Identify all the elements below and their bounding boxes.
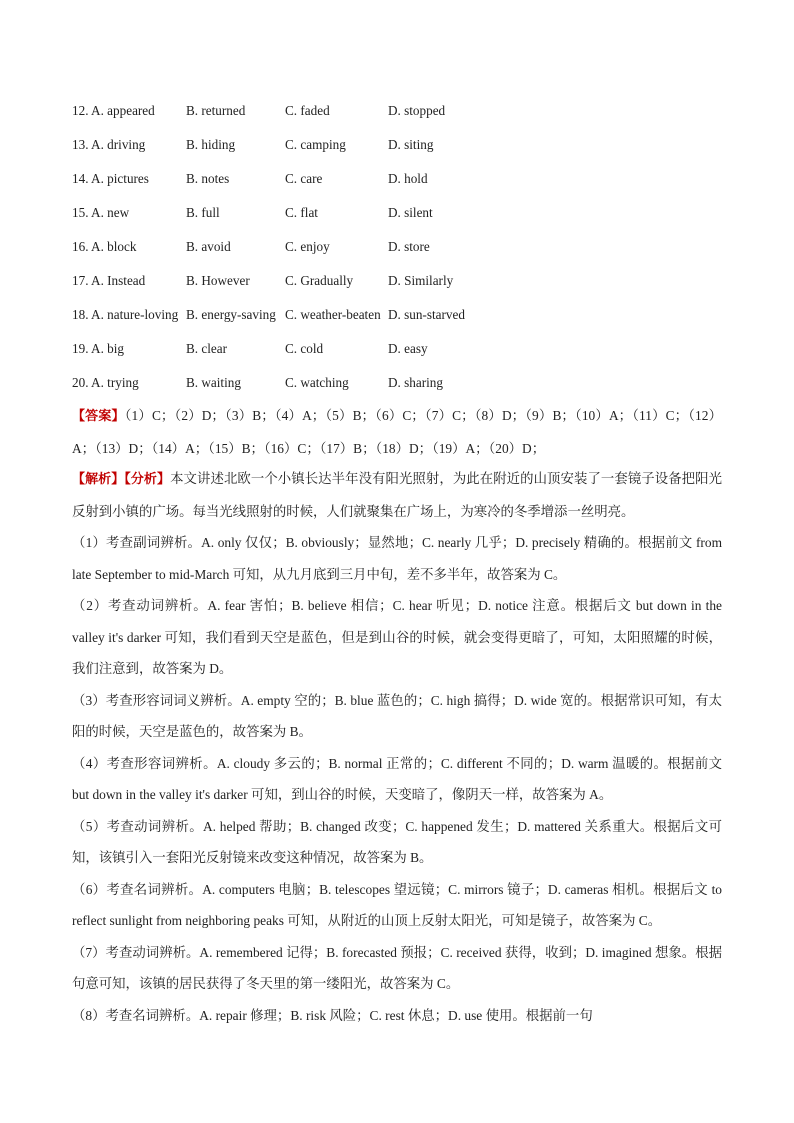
- analysis-item: （7）考查动词辨析。A. remembered 记得；B. forecasted 预报；C. received 获得，收到；D. imagined 想象。根据句意可知，该镇的居民获得了冬天里的第一缕阳光，故答案为 C。: [72, 944, 722, 991]
- option-row: [72, 203, 732, 237]
- option-row: [72, 169, 732, 203]
- analysis-item: （4）考查形容词辨析。A. cloudy 多云的；B. normal 正常的；C. different 不同的；D. warm 温暖的。根据前文 but down in the valley it's darker 可知，到山谷的时候，天变暗了，像阴天一样，故答案为 A。: [72, 755, 722, 802]
- option-d: D. silent: [388, 205, 433, 220]
- option-c: C. Gradually: [285, 273, 354, 288]
- option-list: [72, 101, 732, 407]
- option-c: C. weather-beaten: [285, 307, 381, 322]
- option-b: B. clear: [186, 341, 228, 356]
- option-a: 20. A. trying: [72, 375, 139, 390]
- analysis-item: （8）考查名词辨析。A. repair 修理；B. risk 风险；C. rest 休息；D. use 使用。根据前一句: [72, 1007, 593, 1023]
- option-c: C. cold: [285, 341, 324, 356]
- option-c: C. camping: [285, 137, 346, 152]
- analysis-item: （3）考查形容词词义辨析。A. empty 空的；B. blue 蓝色的；C. high 搞得；D. wide 宽的。根据常识可知，有太阳的时候，天空是蓝色的，故答案为 B。: [72, 692, 722, 739]
- option-d: D. sun-starved: [388, 307, 465, 322]
- option-a: 18. A. nature-loving: [72, 307, 179, 322]
- option-b: B. returned: [186, 103, 246, 118]
- option-a: 16. A. block: [72, 239, 137, 254]
- option-d: D. siting: [388, 137, 434, 152]
- option-row: [72, 271, 732, 305]
- option-row: [72, 101, 732, 135]
- option-a: 14. A. pictures: [72, 171, 149, 186]
- analysis-label: 【解析】【分析】: [72, 472, 171, 487]
- option-c: C. care: [285, 171, 323, 186]
- analysis-item: （2）考查动词辨析。A. fear 害怕；B. believe 相信；C. hear 听见；D. notice 注意。根据后文 but down in the valley it's darker 可知，我们看到天空是蓝色，但是到山谷的时候，就会变得更暗了，可知，太阳照耀的时候，我们注意到，故答案为 D。: [72, 598, 722, 676]
- option-b: B. energy-saving: [186, 307, 276, 322]
- option-b: B. avoid: [186, 239, 231, 254]
- analysis-item: （6）考查名词辨析。A. computers 电脑；B. telescopes 望远镜；C. mirrors 镜子；D. cameras 相机。根据后文 to reflect sunlight from neighboring peaks 可知，从附近的山顶上反射太阳光，可知是镜子，故答案为 C。: [72, 881, 722, 928]
- option-row: [72, 305, 732, 339]
- option-b: B. waiting: [186, 375, 241, 390]
- option-a: 19. A. big: [72, 341, 125, 356]
- option-a: 13. A. driving: [72, 137, 146, 152]
- option-row: [72, 339, 732, 373]
- option-d: D. Similarly: [388, 273, 454, 288]
- option-c: C. flat: [285, 205, 318, 220]
- answer-text: （1）C；（2）D；（3）B；（4）A；（5）B；（6）C；（7）C；（8）D；（9）B；（10）A；（11）C；（12）A；（13）D；（14）A；（15）B；（16）C；（17）B；（18）D；（19）A；（20）D；: [72, 408, 722, 456]
- option-a: 15. A. new: [72, 205, 130, 220]
- option-a: 12. A. appeared: [72, 103, 155, 118]
- option-row: [72, 237, 732, 271]
- analysis-item: （5）考查动词辨析。A. helped 帮助；B. changed 改变；C. happened 发生；D. mattered 关系重大。根据后文可知，该镇引入一套阳光反射镜来改变这种情况，故答案为 B。: [72, 818, 722, 865]
- option-b: B. full: [186, 205, 220, 220]
- analysis-item: （1）考查副词辨析。A. only 仅仅；B. obviously；显然地；C. nearly 几乎；D. precisely 精确的。根据前文 from late September to mid-March 可知，从九月底到三月中旬，差不多半年，故答案为 C。: [72, 535, 722, 582]
- option-c: C. enjoy: [285, 239, 330, 254]
- answer-label: 【答案】: [72, 409, 125, 424]
- option-c: C. watching: [285, 375, 349, 390]
- option-c: C. faded: [285, 103, 330, 118]
- option-b: B. However: [186, 273, 250, 288]
- option-d: D. store: [388, 239, 430, 254]
- option-b: B. hiding: [186, 137, 236, 152]
- option-b: B. notes: [186, 171, 230, 186]
- analysis-intro: 本文讲述北欧一个小镇长达半年没有阳光照射，为此在附近的山顶安装了一套镜子设备把阳光反射到小镇的广场。每当光线照射的时候，人们就聚集在广场上，为寒冷的冬季增添一丝明亮。: [72, 471, 722, 519]
- option-d: D. sharing: [388, 375, 443, 390]
- option-d: D. easy: [388, 341, 428, 356]
- answer-block: [72, 400, 722, 464]
- option-row: [72, 135, 732, 169]
- option-a: 17. A. Instead: [72, 273, 146, 288]
- analysis-block: [72, 463, 722, 1031]
- option-d: D. stopped: [388, 103, 446, 118]
- option-d: D. hold: [388, 171, 428, 186]
